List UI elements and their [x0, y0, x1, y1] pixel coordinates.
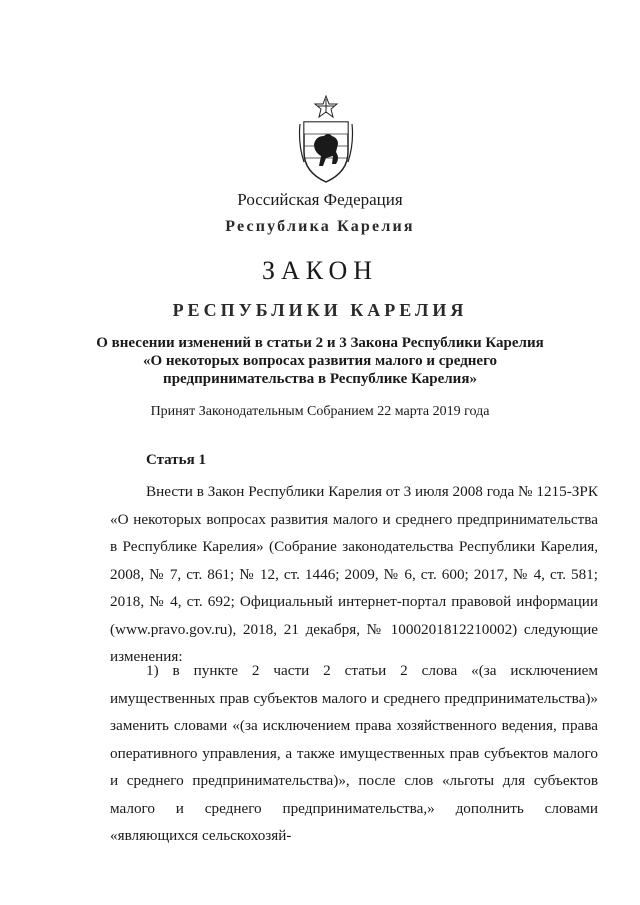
document-title-line-1: О внесении изменений в статьи 2 и 3 Закона Республики Карелия: [96, 335, 544, 351]
karelia-coat-of-arms-icon: [296, 94, 356, 184]
document-title-line-3: предпринимательства в Республике Карелия»: [163, 371, 477, 387]
adoption-date-line: Принят Законодательным Собранием 22 марта 2019 года: [150, 404, 490, 419]
document-title-line-2: «О некоторых вопросах развития малого и среднего: [142, 353, 498, 369]
country-name: Российская Федерация: [237, 190, 403, 209]
article-paragraph-2: 1) в пункте 2 части 2 статьи 2 слова «(за исключением имущественных прав субъектов малого и среднего предпринимательства)» заменить словами «(за исключением права хозяйственного ведения, права оперативного управления, а также имущественных прав субъектов малого и среднего предпринимательства)», после слов «льготы для субъектов малого и среднего предпринимательства,» дополнить словами «являющихся сельскохозяй-: [110, 662, 598, 844]
article-paragraph-1: Внести в Закон Республики Карелия от 3 июля 2008 года № 1215-ЗРК «О некоторых вопросах развития малого и среднего предпринимательства в Республике Карелия» (Собрание законодательства Республики Карелия, 2008, № 7, ст. 861; № 12, ст. 1446; 2009, № 6, ст. 600; 2017, № 4, ст. 581; 2018, № 4, ст. 692; Официальный интернет-портал правовой информации (www.pravo.gov.ru), 2018, 21 декабря, № 1000201812210002) следующие изменения:: [110, 483, 598, 665]
law-title: ЗАКОН: [261, 256, 379, 285]
document-title: [0, 334, 640, 388]
law-subtitle: РЕСПУБЛИКИ КАРЕЛИЯ: [172, 300, 468, 320]
article-heading: Статья 1: [146, 452, 206, 468]
republic-name: Республика Карелия: [225, 218, 415, 235]
